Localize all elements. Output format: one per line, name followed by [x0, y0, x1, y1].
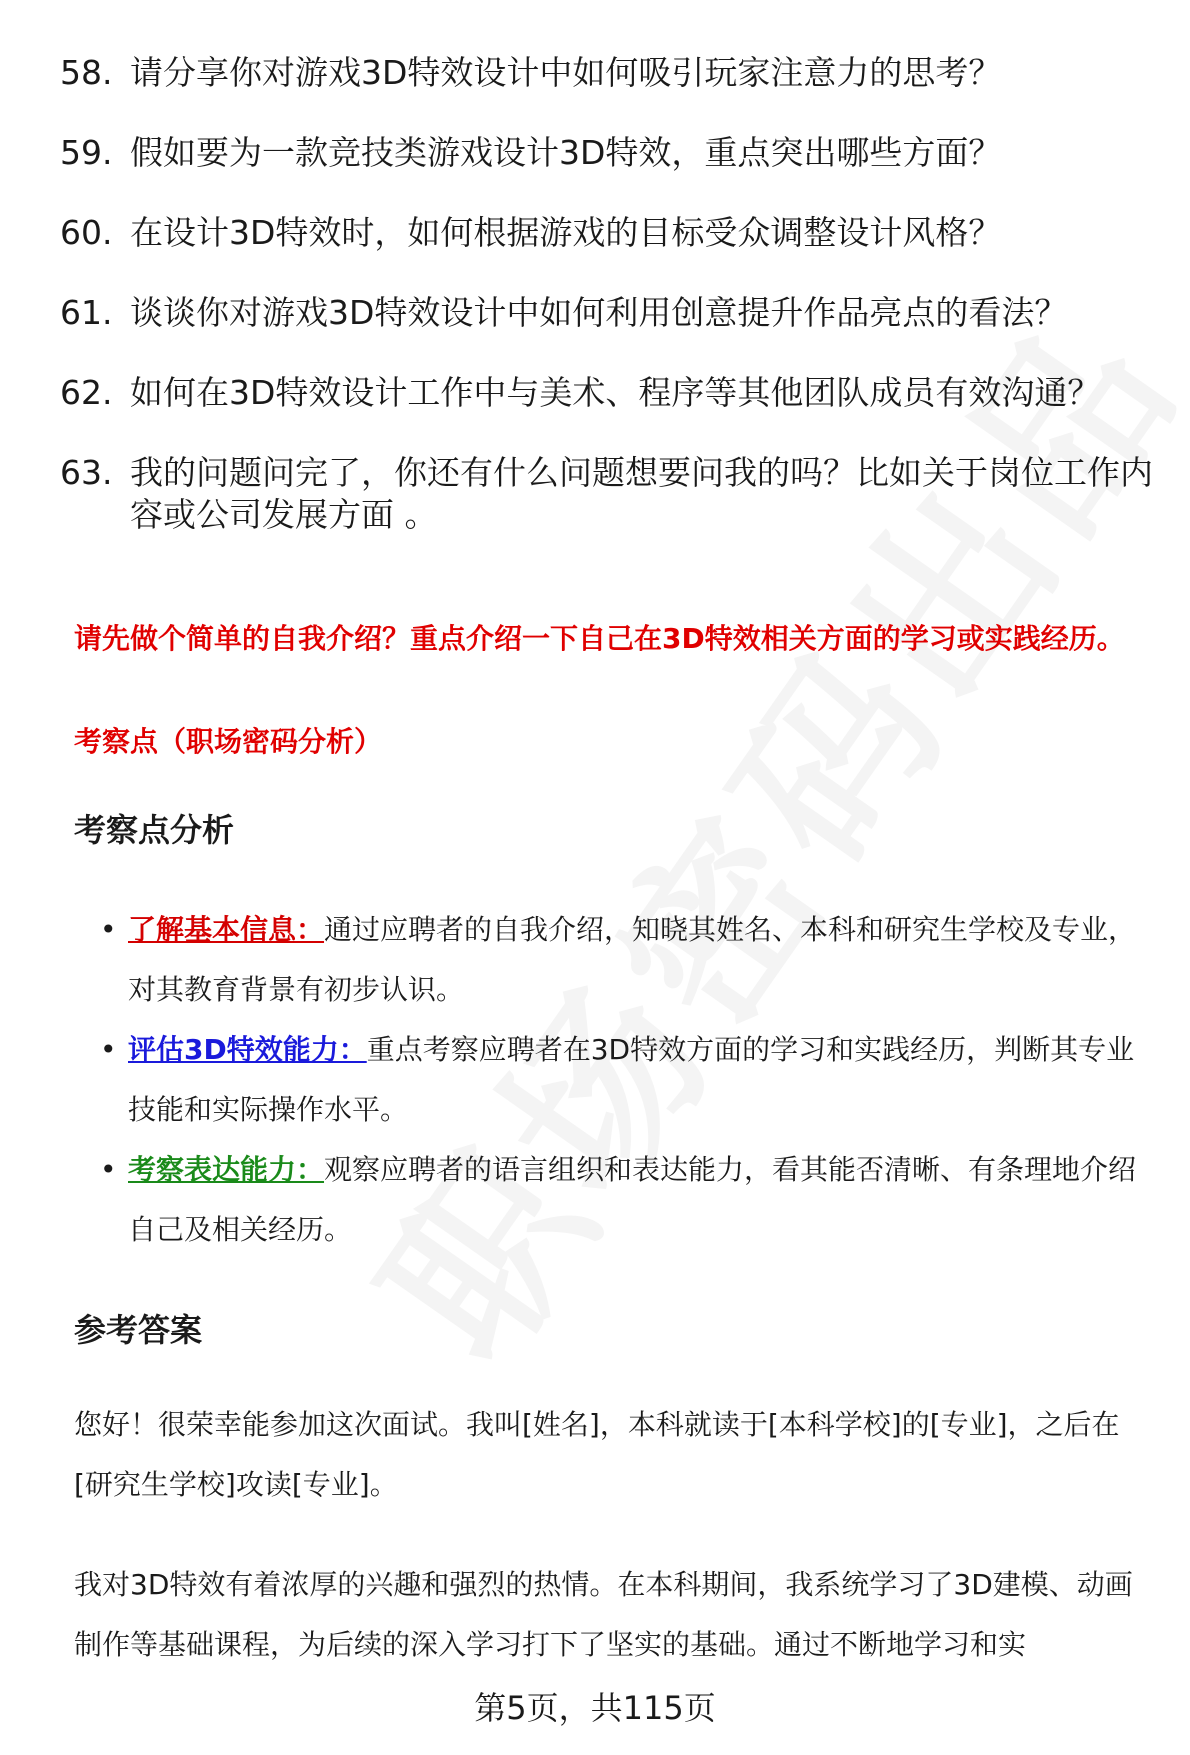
bullet-keyword: 考察表达能力： — [128, 1153, 325, 1186]
question-text: 假如要为一款竞技类游戏设计3D特效，重点突出哪些方面？ — [130, 133, 1002, 172]
analysis-bullet-list — [100, 900, 1160, 1260]
bullet-keyword: 评估3D特效能力： — [128, 1033, 367, 1066]
page-footer: 第5页，共115页 — [474, 1689, 716, 1727]
question-item — [60, 372, 1160, 414]
question-item — [60, 292, 1160, 334]
bullet-text: 观察应聘者的语言组织和表达能力，看其能否清晰、有条理地介绍自己及相关经历。 — [128, 1153, 1137, 1246]
question-number: 60. — [60, 213, 113, 252]
section-heading-analysis: 考察点分析 — [74, 811, 235, 849]
bullet-dot-icon: • — [100, 913, 117, 946]
question-number: 59. — [60, 133, 113, 172]
bullet-item — [100, 900, 1160, 1020]
highlight-question: 请先做个简单的自我介绍？重点介绍一下自己在3D特效相关方面的学习或实践经历。 — [74, 622, 1125, 655]
bullet-text: 通过应聘者的自我介绍，知晓其姓名、本科和研究生学校及专业，对其教育背景有初步认识。 — [128, 913, 1137, 1006]
bullet-dot-icon: • — [100, 1153, 117, 1186]
section-heading-answer: 参考答案 — [74, 1311, 203, 1349]
question-text: 如何在3D特效设计工作中与美术、程序等其他团队成员有效沟通？ — [130, 373, 1101, 412]
question-number: 58. — [60, 53, 113, 92]
question-number: 63. — [60, 453, 113, 492]
answer-paragraph: 我对3D特效有着浓厚的兴趣和强烈的热情。在本科期间，我系统学习了3D建模、动画制作等基础课程，为后续的深入学习打下了坚实的基础。通过不断地学习和实 — [74, 1568, 1133, 1661]
bullet-item — [100, 1140, 1160, 1260]
question-item — [60, 132, 1160, 174]
highlight-subtitle: 考察点（职场密码分析） — [74, 725, 383, 758]
question-item — [60, 52, 1160, 94]
question-number: 62. — [60, 373, 113, 412]
bullet-dot-icon: • — [100, 1033, 117, 1066]
answer-paragraph: 您好！很荣幸能参加这次面试。我叫[姓名]，本科就读于[本科学校]的[专业]，之后在[研究生学校]攻读[专业]。 — [74, 1408, 1120, 1501]
question-text: 请分享你对游戏3D特效设计中如何吸引玩家注意力的思考？ — [130, 53, 1002, 92]
question-item — [60, 212, 1160, 254]
question-text: 谈谈你对游戏3D特效设计中如何利用创意提升作品亮点的看法？ — [130, 293, 1068, 332]
bullet-item — [100, 1020, 1160, 1140]
question-number: 61. — [60, 293, 113, 332]
bullet-keyword: 了解基本信息： — [128, 913, 325, 946]
question-text: 我的问题问完了，你还有什么问题想要问我的吗？比如关于岗位工作内容或公司发展方面 。 — [130, 453, 1153, 534]
question-item — [60, 452, 1160, 536]
question-text: 在设计3D特效时，如何根据游戏的目标受众调整设计风格？ — [130, 213, 1002, 252]
bullet-text: 重点考察应聘者在3D特效方面的学习和实践经历，判断其专业技能和实际操作水平。 — [128, 1033, 1135, 1126]
question-list — [60, 52, 1160, 574]
